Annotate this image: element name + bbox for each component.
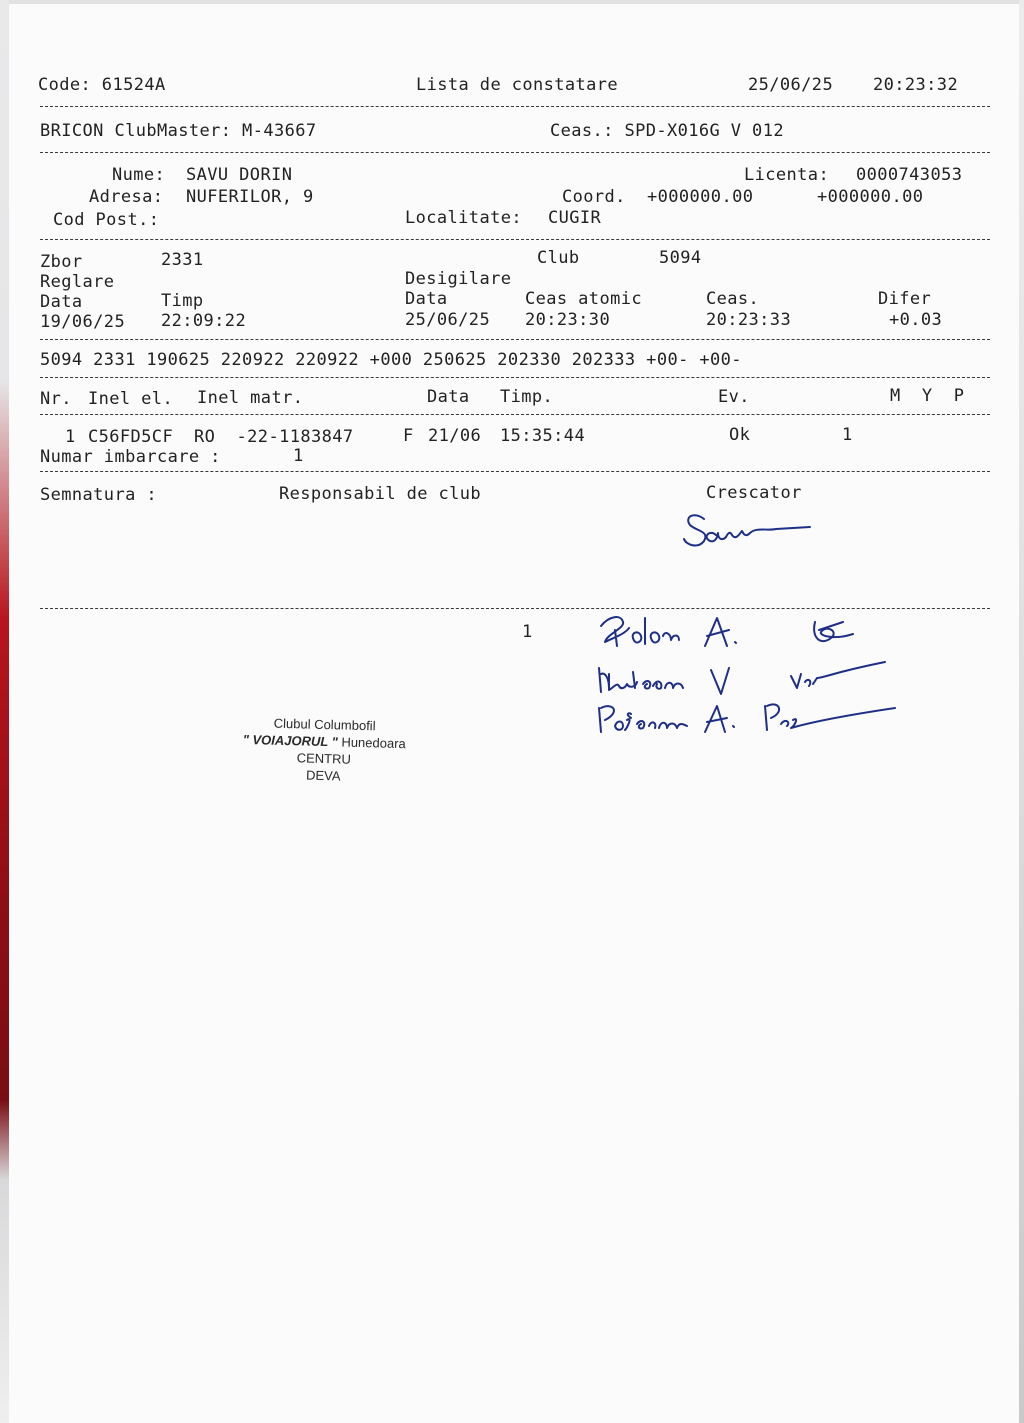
coord-y: +000000.00 <box>817 187 924 207</box>
responsabil-label: Responsabil de club <box>279 484 482 504</box>
clubmaster-id: BRICON ClubMaster: M-43667 <box>40 121 317 141</box>
paper-top-edge <box>0 0 1024 4</box>
row-inel-el: C56FD5CF <box>88 427 174 447</box>
crescator-label: Crescator <box>706 483 802 503</box>
clock-time: 20:23:33 <box>706 310 792 330</box>
zbor-value: 2331 <box>161 250 204 270</box>
imbarcare-value: 1 <box>293 446 304 466</box>
divider <box>40 239 990 240</box>
row-sex: F <box>403 426 414 446</box>
ceas-atomic-label: Ceas atomic <box>525 289 642 309</box>
divider <box>40 152 990 153</box>
difer-label: Difer <box>878 289 932 309</box>
paper-right-edge <box>1019 0 1024 1423</box>
desigilare-label: Desigilare <box>405 269 512 289</box>
club-value: 5094 <box>659 248 702 268</box>
coord-x: +000000.00 <box>647 187 754 207</box>
col-data: Data <box>427 387 470 407</box>
col-ev: Ev. <box>718 387 750 407</box>
row-nr: 1 <box>65 427 76 447</box>
postcode-label: Cod Post.: <box>53 210 160 230</box>
license-label: Licenta: <box>744 165 830 185</box>
commission-signatures <box>595 608 875 738</box>
stamp-line1: Clubul Columbofil <box>273 715 376 734</box>
divider <box>40 471 990 472</box>
row-ev: Ok <box>729 425 751 445</box>
col-timp: Timp. <box>500 387 554 407</box>
header-date: 25/06/25 <box>748 75 834 95</box>
data2-label: Data <box>405 289 448 309</box>
document-title: Lista de constatare <box>416 75 619 95</box>
coord-label: Coord. <box>562 187 626 207</box>
club-label: Club <box>537 248 580 268</box>
address-label: Adresa: <box>89 187 164 207</box>
row-m: 1 <box>842 425 853 445</box>
license-number: 0000743053 <box>856 165 963 185</box>
divider <box>40 106 990 107</box>
zbor-label: Zbor <box>40 252 83 272</box>
timp-label: Timp <box>161 291 204 311</box>
owner-address: NUFERILOR, 9 <box>186 187 314 207</box>
crescator-signature <box>680 505 820 555</box>
stamp-line3: CENTRU <box>296 750 352 767</box>
semnatura-label: Semnatura : <box>40 485 157 505</box>
stamp-city: Hunedoara <box>337 734 406 752</box>
locality: CUGIR <box>548 208 602 228</box>
col-nr: Nr. <box>40 389 72 409</box>
locality-label: Localitate: <box>405 208 522 228</box>
reglare-label: Reglare <box>40 272 115 292</box>
difer-value: +0.03 <box>889 310 943 330</box>
code-label: Code: 61524A <box>38 75 166 95</box>
club-stamp <box>223 713 425 786</box>
divider <box>40 414 990 415</box>
desigilare-date: 25/06/25 <box>405 310 491 330</box>
col-inel-el: Inel el. <box>88 389 174 409</box>
divider <box>40 339 990 340</box>
stamp-line4: DEVA <box>305 767 341 784</box>
stamp-club-name: " VOIAJORUL " <box>242 731 339 750</box>
paper-left-edge <box>0 0 9 1423</box>
ceas-label: Ceas. <box>706 289 760 309</box>
reglare-time: 22:09:22 <box>161 311 247 331</box>
row-date: 21/06 <box>428 426 482 446</box>
imbarcare-label: Numar imbarcare : <box>40 447 221 467</box>
reglare-date: 19/06/25 <box>40 312 126 332</box>
col-inel-matr: Inel matr. <box>197 388 304 408</box>
code-line: 5094 2331 190625 220922 220922 +000 250625 202330 202333 +00- +00- <box>40 350 742 370</box>
name-label: Nume: <box>112 165 166 185</box>
header-time: 20:23:32 <box>873 75 959 95</box>
row-inel-matr: RO -22-1183847 <box>194 427 354 447</box>
page-number: 1 <box>522 622 533 642</box>
owner-name: SAVU DORIN <box>186 165 293 185</box>
data-label: Data <box>40 292 83 312</box>
row-time: 15:35:44 <box>500 426 586 446</box>
atomic-time: 20:23:30 <box>525 310 611 330</box>
divider <box>40 377 990 378</box>
col-myp: M Y P <box>890 386 965 406</box>
clock-id: Ceas.: SPD-X016G V 012 <box>550 121 784 141</box>
